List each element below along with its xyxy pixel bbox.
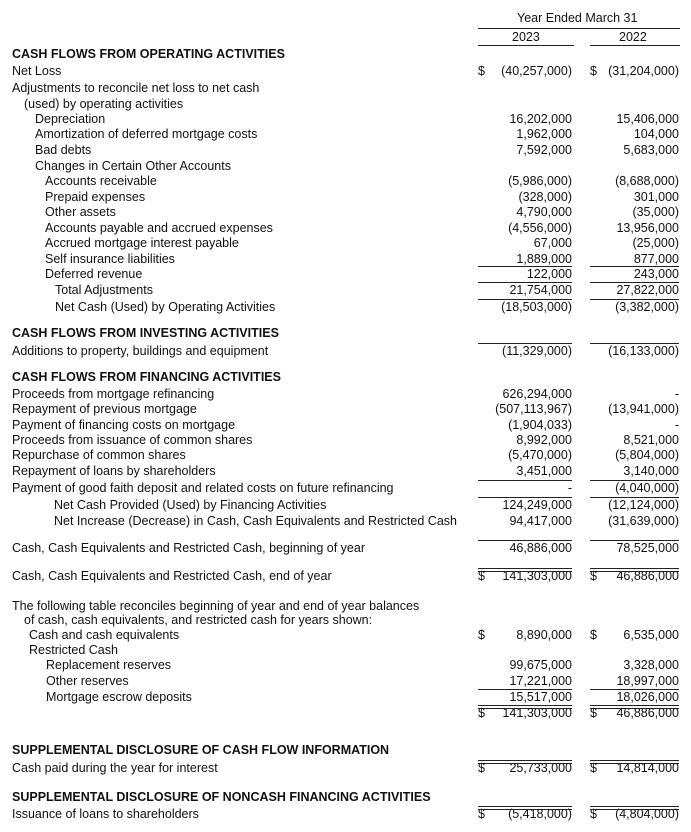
amount-value: 8,992,000: [516, 433, 572, 447]
double-underline: [478, 760, 572, 764]
line-item-label: Accounts receivable: [45, 174, 157, 188]
underline: [478, 266, 572, 267]
amount-value: 122,000: [526, 267, 572, 281]
statement-row: [0, 204, 691, 220]
currency-symbol: $: [478, 628, 485, 642]
line-item-label: of cash, cash equivalents, and restricted cash for years shown:: [24, 613, 373, 627]
amount-value: 46,886,000: [616, 569, 679, 583]
line-item-label: Proceeds from issuance of common shares: [12, 433, 253, 447]
statement-row: [0, 447, 691, 463]
amount-value: (31,204,000): [608, 64, 679, 78]
amount-value: (5,418,000): [508, 807, 572, 821]
amount-value: 243,000: [633, 267, 679, 281]
statement-row: [0, 689, 691, 705]
statement-row: [0, 386, 691, 402]
currency-symbol: $: [590, 761, 597, 775]
amount-value: 104,000: [633, 127, 679, 141]
amount-value: 67,000: [533, 236, 572, 250]
underline: [478, 343, 572, 344]
amount-value: (11,329,000): [502, 344, 572, 358]
underline: [478, 540, 572, 541]
double-underline: [478, 568, 572, 572]
line-item-label: Net Loss: [12, 64, 62, 78]
amount-value: (8,688,000): [615, 174, 679, 188]
statement-row: [0, 299, 691, 315]
amount-value: 99,675,000: [509, 658, 572, 672]
statement-row: [0, 432, 691, 448]
line-item-label: Net Cash (Used) by Operating Activities: [55, 300, 276, 314]
statement-row: [0, 417, 691, 433]
statement-row: [0, 266, 691, 282]
currency-symbol: $: [590, 807, 597, 821]
section-heading: SUPPLEMENTAL DISCLOSURE OF CASH FLOW INFORMATION: [12, 743, 390, 757]
currency-symbol: $: [590, 64, 597, 78]
amount-value: 141,303,000: [502, 569, 572, 583]
line-item-label: Changes in Certain Other Accounts: [35, 159, 231, 173]
amount-value: (18,503,000): [501, 300, 572, 314]
line-item-label: Total Adjustments: [55, 283, 153, 297]
statement-row: [0, 282, 691, 298]
amount-value: 46,886,000: [616, 706, 679, 720]
amount-value: 3,328,000: [623, 658, 679, 672]
statement-row: [0, 46, 691, 62]
underline: [590, 343, 679, 344]
statement-row: [0, 513, 691, 529]
amount-value: (1,904,033): [508, 418, 572, 432]
underline: [478, 299, 572, 300]
amount-value: 18,026,000: [616, 690, 679, 704]
amount-value: 877,000: [633, 252, 679, 266]
statement-row: [0, 612, 691, 628]
statement-row: [0, 158, 691, 174]
line-item-label: Deferred revenue: [45, 267, 143, 281]
period-header: Year Ended March 31: [517, 11, 638, 25]
statement-row: [0, 463, 691, 479]
statement-row: [0, 80, 691, 96]
statement-row: [0, 173, 691, 189]
currency-symbol: $: [590, 628, 597, 642]
line-item-label: Repayment of loans by shareholders: [12, 464, 216, 478]
currency-symbol: $: [478, 807, 485, 821]
line-item-label: Cash and cash equivalents: [29, 628, 180, 642]
amount-value: (328,000): [518, 190, 572, 204]
amount-value: (35,000): [632, 205, 679, 219]
double-underline: [590, 705, 679, 709]
statement-row: [0, 657, 691, 673]
section-heading: CASH FLOWS FROM OPERATING ACTIVITIES: [12, 47, 285, 61]
statement-row: [0, 642, 691, 658]
amount-value: 27,822,000: [616, 283, 679, 297]
underline: [590, 266, 679, 267]
statement-row: [0, 540, 691, 556]
currency-symbol: $: [478, 706, 485, 720]
line-item-label: Net Cash Provided (Used) by Financing Activities: [54, 498, 327, 512]
line-item-label: Replacement reserves: [46, 658, 172, 672]
period-header-rule: [478, 28, 680, 29]
line-item-label: Additions to property, buildings and equipment: [12, 344, 269, 358]
underline: [478, 689, 572, 690]
amount-value: 18,997,000: [616, 674, 679, 688]
statement-row: [0, 96, 691, 112]
statement-row: [0, 325, 691, 341]
amount-value: 78,525,000: [616, 541, 679, 555]
amount-value: (13,941,000): [608, 402, 679, 416]
statement-row: [0, 142, 691, 158]
amount-value: (507,113,967): [495, 402, 572, 416]
amount-value: 3,451,000: [516, 464, 572, 478]
currency-symbol: $: [478, 761, 485, 775]
line-item-label: Proceeds from mortgage refinancing: [12, 387, 215, 401]
amount-value: (4,040,000): [615, 481, 679, 495]
amount-value: 626,294,000: [502, 387, 572, 401]
amount-value: (4,556,000): [508, 221, 572, 235]
year-2023-header: 2023: [512, 30, 540, 44]
statement-row: [0, 220, 691, 236]
statement-row: [0, 760, 691, 776]
line-item-label: Mortgage escrow deposits: [46, 690, 192, 704]
double-underline: [478, 806, 572, 810]
underline: [478, 497, 572, 498]
statement-row: [0, 401, 691, 417]
amount-value: 141,303,000: [502, 706, 572, 720]
line-item-label: Payment of financing costs on mortgage: [12, 418, 236, 432]
amount-value: (12,124,000): [608, 498, 679, 512]
amount-value: (31,639,000): [608, 514, 679, 528]
section-heading: SUPPLEMENTAL DISCLOSURE OF NONCASH FINANCING ACTIVITIES: [12, 790, 431, 804]
underline: [590, 282, 679, 283]
underline: [590, 689, 679, 690]
line-item-label: Cash, Cash Equivalents and Restricted Cash, beginning of year: [12, 541, 365, 555]
double-underline: [478, 705, 572, 709]
statement-row: [0, 63, 691, 79]
line-item-label: Depreciation: [35, 112, 106, 126]
amount-value: 17,221,000: [509, 674, 572, 688]
line-item-label: Accrued mortgage interest payable: [45, 236, 239, 250]
year-2022-header: 2022: [619, 30, 647, 44]
underline: [590, 540, 679, 541]
amount-value: 46,886,000: [509, 541, 572, 555]
amount-value: (40,257,000): [501, 64, 572, 78]
statement-row: [0, 568, 691, 584]
amount-value: 124,249,000: [502, 498, 572, 512]
amount-value: 8,890,000: [516, 628, 572, 642]
amount-value: (5,804,000): [615, 448, 679, 462]
amount-value: 15,517,000: [509, 690, 572, 704]
line-item-label: Cash paid during the year for interest: [12, 761, 218, 775]
currency-symbol: $: [478, 569, 485, 583]
amount-value: 6,535,000: [623, 628, 679, 642]
currency-symbol: $: [590, 706, 597, 720]
line-item-label: Other reserves: [46, 674, 129, 688]
statement-row: [0, 126, 691, 142]
section-heading: CASH FLOWS FROM INVESTING ACTIVITIES: [12, 326, 279, 340]
line-item-label: Other assets: [45, 205, 116, 219]
double-underline: [590, 760, 679, 764]
statement-row: [0, 806, 691, 822]
section-heading: CASH FLOWS FROM FINANCING ACTIVITIES: [12, 370, 281, 384]
amount-value: 301,000: [633, 190, 679, 204]
line-item-label: Self insurance liabilities: [45, 252, 175, 266]
amount-value: 8,521,000: [623, 433, 679, 447]
statement-row: [0, 497, 691, 513]
line-item-label: Repayment of previous mortgage: [12, 402, 197, 416]
statement-row: [0, 673, 691, 689]
amount-value: (5,470,000): [508, 448, 572, 462]
amount-value: (16,133,000): [608, 344, 679, 358]
amount-value: 1,889,000: [516, 252, 572, 266]
statement-row: [0, 480, 691, 496]
amount-value: -: [567, 481, 572, 495]
currency-symbol: $: [478, 64, 485, 78]
amount-value: 7,592,000: [516, 143, 572, 157]
amount-value: 94,417,000: [509, 514, 572, 528]
line-item-label: Repurchase of common shares: [12, 448, 186, 462]
line-item-label: Issuance of loans to shareholders: [12, 807, 199, 821]
amount-value: 14,814,000: [616, 761, 679, 775]
line-item-label: Prepaid expenses: [45, 190, 146, 204]
statement-row: [0, 789, 691, 805]
amount-value: 1,962,000: [516, 127, 572, 141]
amount-value: -: [674, 418, 679, 432]
currency-symbol: $: [590, 569, 597, 583]
statement-row: [0, 369, 691, 385]
amount-value: 5,683,000: [623, 143, 679, 157]
underline: [478, 282, 572, 283]
underline: [590, 480, 679, 481]
underline: [590, 497, 679, 498]
line-item-label: Amortization of deferred mortgage costs: [35, 127, 258, 141]
statement-row: [0, 189, 691, 205]
line-item-label: Accounts payable and accrued expenses: [45, 221, 273, 235]
statement-row: [0, 627, 691, 643]
amount-value: 25,733,000: [509, 761, 572, 775]
amount-value: -: [674, 387, 679, 401]
amount-value: (25,000): [632, 236, 679, 250]
amount-value: 16,202,000: [509, 112, 572, 126]
amount-value: 4,790,000: [516, 205, 572, 219]
amount-value: (5,986,000): [508, 174, 572, 188]
statement-row: [0, 705, 691, 721]
line-item-label: (used) by operating activities: [24, 97, 184, 111]
amount-value: 3,140,000: [623, 464, 679, 478]
line-item-label: Bad debts: [35, 143, 92, 157]
statement-row: [0, 235, 691, 251]
statement-row: [0, 742, 691, 758]
statement-row: [0, 343, 691, 359]
double-underline: [590, 806, 679, 810]
amount-value: 15,406,000: [616, 112, 679, 126]
line-item-label: The following table reconciles beginning of year and end of year balances: [12, 599, 420, 613]
line-item-label: Payment of good faith deposit and related costs on future refinancing: [12, 481, 394, 495]
amount-value: (4,804,000): [615, 807, 679, 821]
amount-value: 13,956,000: [616, 221, 679, 235]
underline: [478, 480, 572, 481]
line-item-label: Adjustments to reconcile net loss to net cash: [12, 81, 260, 95]
line-item-label: Net Increase (Decrease) in Cash, Cash Equivalents and Restricted Cash: [54, 514, 457, 528]
line-item-label: Cash, Cash Equivalents and Restricted Cash, end of year: [12, 569, 332, 583]
amount-value: (3,382,000): [615, 300, 679, 314]
underline: [590, 299, 679, 300]
amount-value: 21,754,000: [509, 283, 572, 297]
double-underline: [590, 568, 679, 572]
line-item-label: Restricted Cash: [29, 643, 118, 657]
statement-row: [0, 251, 691, 267]
statement-row: [0, 111, 691, 127]
